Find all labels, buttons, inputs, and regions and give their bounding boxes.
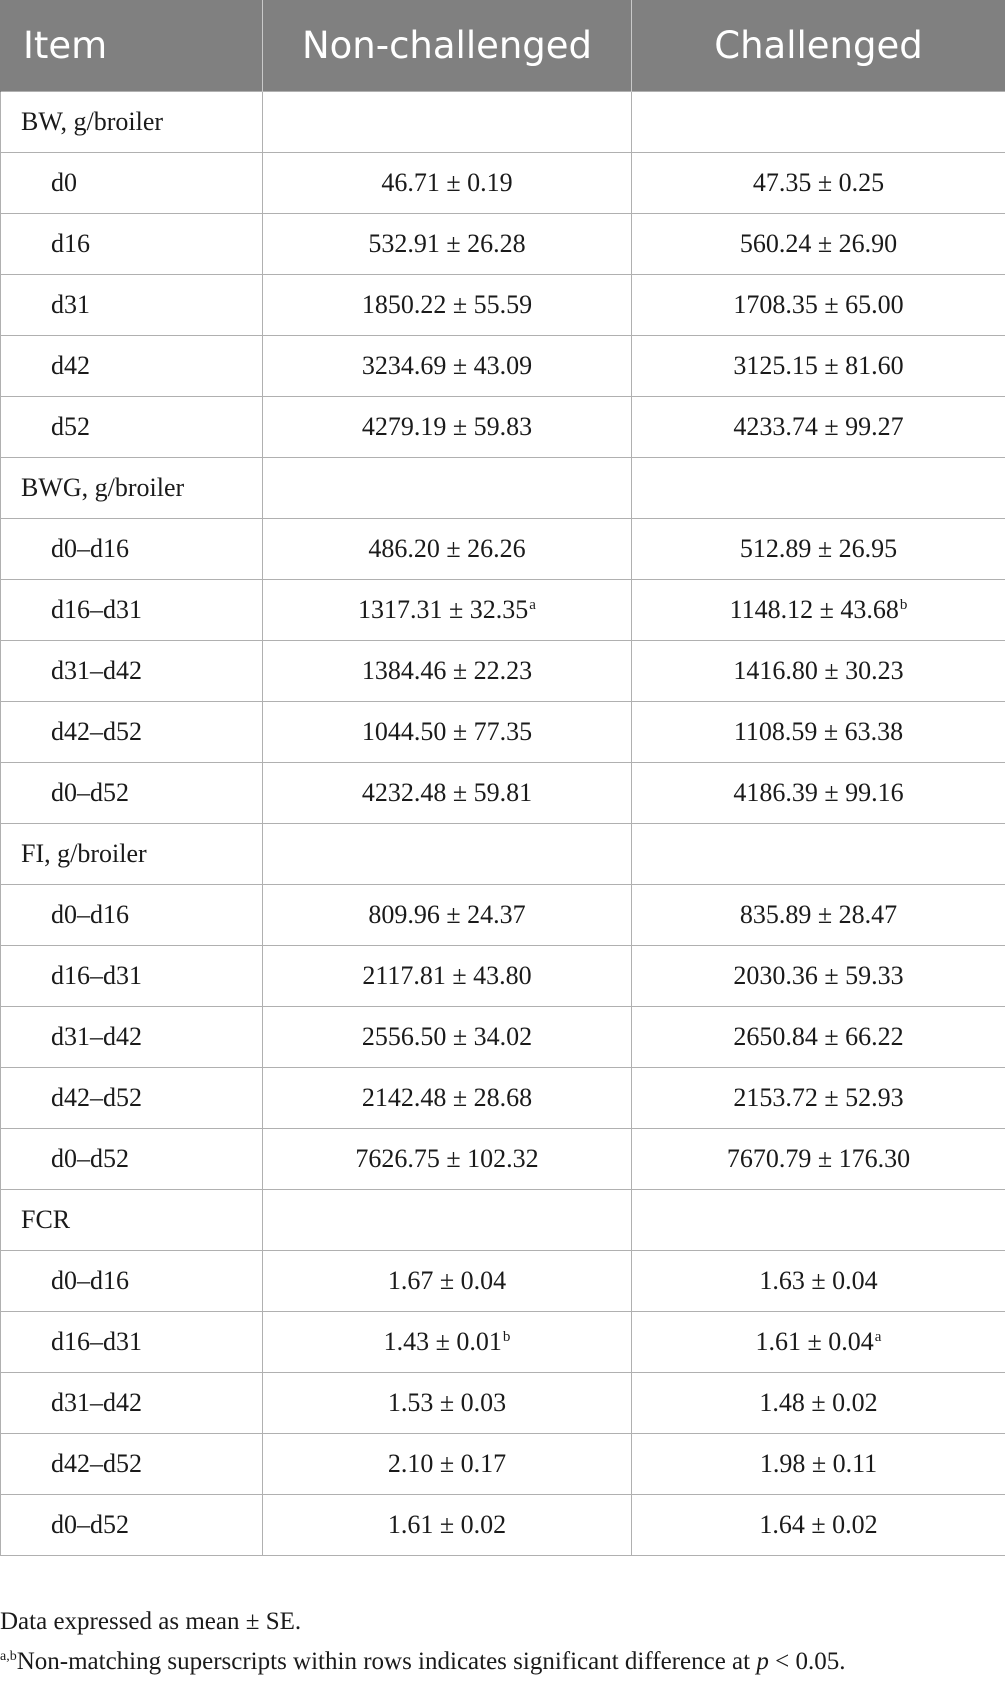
table-row [1, 1250, 1005, 1311]
challenged-cell-value: 1.48 ± 0.02 [759, 1387, 878, 1417]
non-challenged-cell [263, 762, 632, 823]
non-challenged-cell [263, 213, 632, 274]
non-challenged-cell-value: 1.67 ± 0.04 [387, 1265, 507, 1295]
empty-cell [632, 91, 1005, 152]
non-challenged-cell-value: 1317.31 ± 32.35 [358, 594, 529, 624]
row-label: d16–d31 [1, 1311, 263, 1372]
table-row [1, 1006, 1005, 1067]
challenged-cell [632, 213, 1005, 274]
challenged-cell [632, 1372, 1005, 1433]
table-row [1, 1128, 1005, 1189]
table-row [1, 762, 1005, 823]
challenged-cell-value: 4186.39 ± 99.16 [733, 777, 904, 807]
table-row [1, 274, 1005, 335]
challenged-cell-value: 47.35 ± 0.25 [752, 167, 885, 197]
table-row [1, 1494, 1005, 1555]
non-challenged-cell [263, 1372, 632, 1433]
table-row [1, 1067, 1005, 1128]
row-label: d42–d52 [1, 1067, 263, 1128]
non-challenged-cell [263, 1433, 632, 1494]
footnotes [0, 1602, 1005, 1682]
row-label: d31 [1, 274, 263, 335]
table-row [1, 579, 1005, 640]
non-challenged-cell-value: 2556.50 ± 34.02 [361, 1021, 533, 1051]
row-label: d0 [1, 152, 263, 213]
empty-cell [263, 823, 632, 884]
challenged-cell [632, 1128, 1005, 1189]
non-challenged-cell [263, 335, 632, 396]
row-label: d31–d42 [1, 640, 263, 701]
table-row [1, 335, 1005, 396]
table-row [1, 152, 1005, 213]
non-challenged-cell-value: 4279.19 ± 59.83 [361, 411, 533, 441]
table-row [1, 396, 1005, 457]
section-row [1, 1189, 1005, 1250]
challenged-cell [632, 1494, 1005, 1555]
non-challenged-cell [263, 701, 632, 762]
footnote-superscript-marker: a,b [0, 1649, 17, 1664]
table-row [1, 884, 1005, 945]
empty-cell [263, 457, 632, 518]
non-challenged-cell-value: 532.91 ± 26.28 [368, 228, 526, 258]
significance-superscript: b [502, 1328, 511, 1345]
non-challenged-cell [263, 579, 632, 640]
non-challenged-cell-value: 486.20 ± 26.26 [368, 533, 526, 563]
table-row [1, 1433, 1005, 1494]
table-row [1, 1311, 1005, 1372]
non-challenged-cell [263, 884, 632, 945]
non-challenged-cell-value: 1384.46 ± 22.23 [361, 655, 533, 685]
table-row [1, 945, 1005, 1006]
non-challenged-cell-value: 7626.75 ± 102.32 [355, 1143, 539, 1173]
section-label: FI, g/broiler [1, 823, 263, 884]
section-row [1, 91, 1005, 152]
row-label: d0–d16 [1, 518, 263, 579]
challenged-cell [632, 1311, 1005, 1372]
challenged-cell [632, 945, 1005, 1006]
row-label: d16–d31 [1, 945, 263, 1006]
row-label: d42 [1, 335, 263, 396]
table-row [1, 213, 1005, 274]
section-row [1, 823, 1005, 884]
challenged-cell-value: 2030.36 ± 59.33 [733, 960, 904, 990]
table-row [1, 1372, 1005, 1433]
challenged-cell-value: 1.61 ± 0.04 [755, 1326, 874, 1356]
non-challenged-cell [263, 640, 632, 701]
footnote-p-symbol: p [756, 1648, 769, 1675]
table-row [1, 701, 1005, 762]
section-label: BW, g/broiler [1, 91, 263, 152]
non-challenged-cell [263, 1494, 632, 1555]
non-challenged-cell [263, 518, 632, 579]
footnote-significance [0, 1642, 1005, 1682]
challenged-cell-value: 560.24 ± 26.90 [739, 228, 898, 258]
challenged-cell [632, 335, 1005, 396]
row-label: d31–d42 [1, 1372, 263, 1433]
challenged-cell-value: 835.89 ± 28.47 [739, 899, 898, 929]
footnote-data-expression: Data expressed as mean ± SE. [0, 1608, 302, 1635]
challenged-cell-value: 1.63 ± 0.04 [759, 1265, 878, 1295]
row-label: d42–d52 [1, 1433, 263, 1494]
challenged-cell-value: 7670.79 ± 176.30 [726, 1143, 911, 1173]
empty-cell [632, 823, 1005, 884]
non-challenged-cell [263, 1311, 632, 1372]
non-challenged-cell-value: 1850.22 ± 55.59 [361, 289, 533, 319]
significance-superscript: a [529, 596, 536, 613]
challenged-cell [632, 701, 1005, 762]
challenged-cell [632, 1006, 1005, 1067]
challenged-cell [632, 1250, 1005, 1311]
challenged-cell [632, 1067, 1005, 1128]
challenged-cell-value: 1148.12 ± 43.68 [729, 594, 899, 624]
table-row [1, 640, 1005, 701]
row-label: d52 [1, 396, 263, 457]
row-label: d16 [1, 213, 263, 274]
row-label: d0–d52 [1, 762, 263, 823]
non-challenged-cell-value: 2.10 ± 0.17 [387, 1448, 507, 1478]
non-challenged-cell-value: 1.53 ± 0.03 [387, 1387, 507, 1417]
empty-cell [632, 1189, 1005, 1250]
section-row [1, 457, 1005, 518]
non-challenged-cell [263, 274, 632, 335]
row-label: d0–d52 [1, 1128, 263, 1189]
significance-superscript: b [899, 596, 908, 613]
challenged-cell [632, 884, 1005, 945]
significance-superscript: a [874, 1328, 882, 1345]
challenged-cell [632, 152, 1005, 213]
non-challenged-cell-value: 2117.81 ± 43.80 [362, 960, 532, 990]
challenged-cell [632, 762, 1005, 823]
row-label: d0–d52 [1, 1494, 263, 1555]
footnote-significance-text: Non-matching superscripts within rows indicates significant difference at [16, 1648, 757, 1675]
non-challenged-cell [263, 1006, 632, 1067]
non-challenged-cell-value: 1044.50 ± 77.35 [361, 716, 533, 746]
non-challenged-cell [263, 1067, 632, 1128]
non-challenged-cell [263, 1250, 632, 1311]
row-label: d0–d16 [1, 1250, 263, 1311]
row-label: d42–d52 [1, 701, 263, 762]
non-challenged-cell-value: 2142.48 ± 28.68 [361, 1082, 533, 1112]
challenged-cell [632, 396, 1005, 457]
table-header-row [1, 0, 1005, 91]
column-header-challenged: Challenged [632, 0, 1005, 91]
challenged-cell-value: 1108.59 ± 63.38 [733, 716, 904, 746]
non-challenged-cell-value: 809.96 ± 24.37 [368, 899, 526, 929]
non-challenged-cell-value: 46.71 ± 0.19 [381, 167, 513, 197]
footnote-threshold: < 0.05. [768, 1648, 846, 1675]
row-label: d16–d31 [1, 579, 263, 640]
challenged-cell-value: 3125.15 ± 81.60 [733, 350, 904, 380]
empty-cell [263, 1189, 632, 1250]
empty-cell [632, 457, 1005, 518]
challenged-cell-value: 2153.72 ± 52.93 [733, 1082, 904, 1112]
row-label: d0–d16 [1, 884, 263, 945]
section-label: FCR [1, 1189, 263, 1250]
challenged-cell-value: 512.89 ± 26.95 [739, 533, 898, 563]
column-header-non-challenged: Non-challenged [263, 0, 632, 91]
empty-cell [263, 91, 632, 152]
challenged-cell-value: 2650.84 ± 66.22 [733, 1021, 904, 1051]
table-row [1, 518, 1005, 579]
non-challenged-cell [263, 396, 632, 457]
challenged-cell-value: 1.64 ± 0.02 [759, 1509, 878, 1539]
challenged-cell [632, 518, 1005, 579]
non-challenged-cell [263, 945, 632, 1006]
row-label: d31–d42 [1, 1006, 263, 1067]
non-challenged-cell-value: 3234.69 ± 43.09 [361, 350, 533, 380]
challenged-cell [632, 579, 1005, 640]
challenged-cell-value: 4233.74 ± 99.27 [733, 411, 904, 441]
column-header-item: Item [1, 0, 263, 91]
challenged-cell-value: 1708.35 ± 65.00 [733, 289, 904, 319]
non-challenged-cell [263, 152, 632, 213]
challenged-cell-value: 1416.80 ± 30.23 [733, 655, 904, 685]
non-challenged-cell-value: 1.61 ± 0.02 [387, 1509, 507, 1539]
section-label: BWG, g/broiler [1, 457, 263, 518]
challenged-cell [632, 274, 1005, 335]
non-challenged-cell-value: 4232.48 ± 59.81 [361, 777, 533, 807]
table-body [1, 91, 1005, 1555]
challenged-cell-value: 1.98 ± 0.11 [759, 1448, 878, 1478]
challenged-cell [632, 640, 1005, 701]
non-challenged-cell-value: 1.43 ± 0.01 [383, 1326, 502, 1356]
non-challenged-cell [263, 1128, 632, 1189]
challenged-cell [632, 1433, 1005, 1494]
